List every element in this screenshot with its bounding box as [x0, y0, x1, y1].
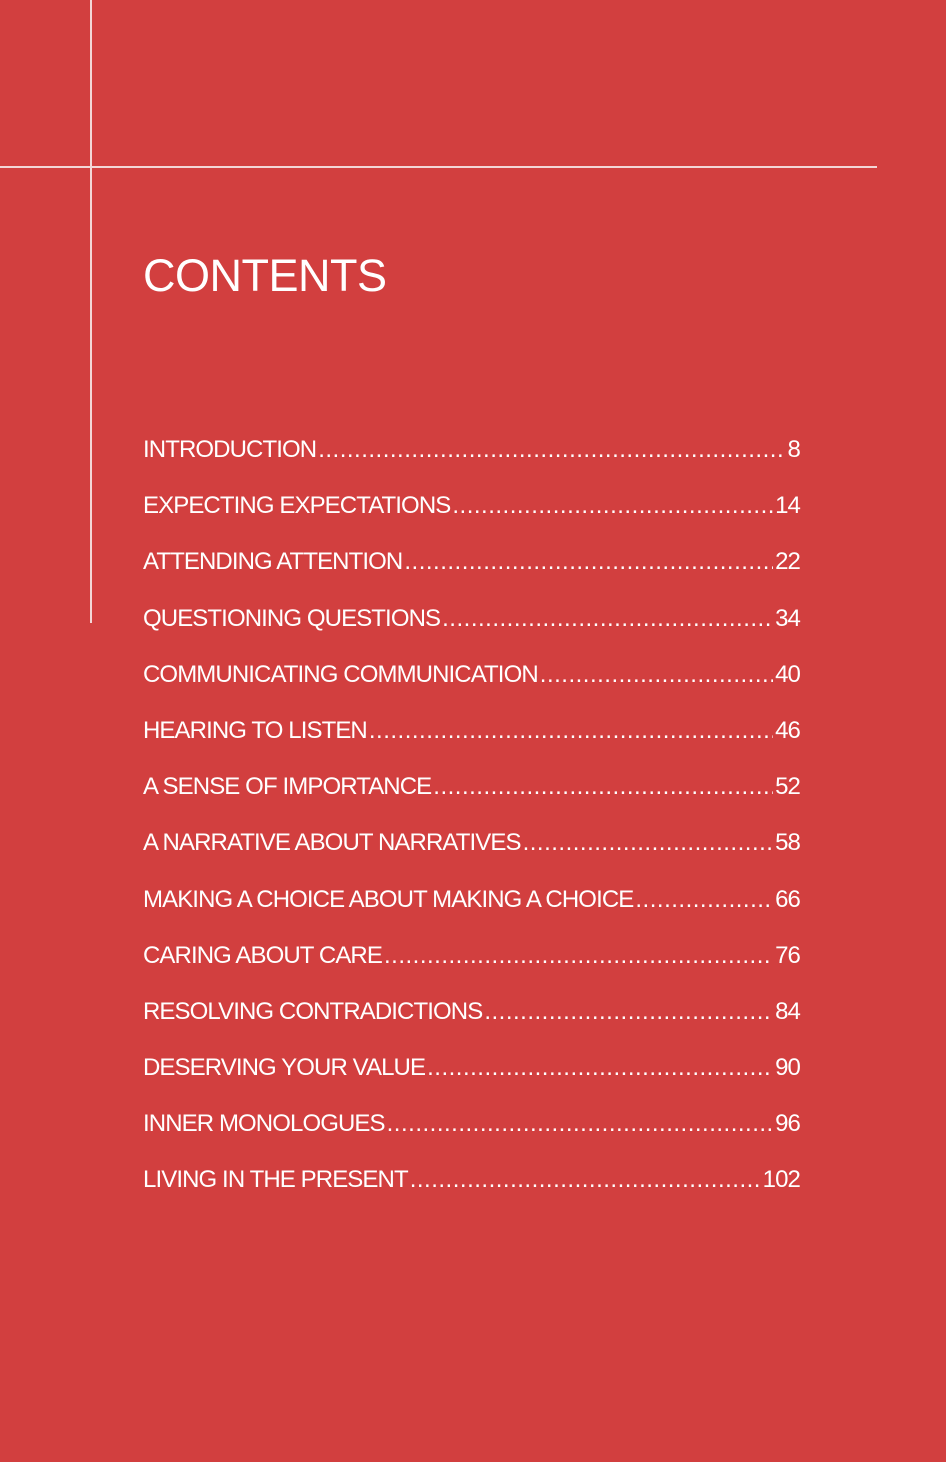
toc-entry-label: LIVING IN THE PRESENT — [143, 1166, 408, 1194]
dot-leader — [635, 882, 773, 918]
dot-leader — [523, 825, 774, 861]
toc-entry-page-number: 102 — [762, 1166, 800, 1194]
toc-entry-label: CARING ABOUT CARE — [143, 941, 382, 969]
toc-entry-inner-monologues[interactable] — [143, 1106, 800, 1162]
toc-entry-label: INTRODUCTION — [143, 436, 317, 463]
toc-entry-expecting-expectations[interactable] — [143, 488, 800, 544]
toc-entry-page-number: 14 — [775, 492, 800, 520]
toc-entry-attending-attention[interactable] — [143, 544, 800, 600]
toc-entry-label: DESERVING YOUR VALUE — [143, 1054, 426, 1082]
toc-entry-introduction[interactable] — [143, 432, 800, 488]
toc-entry-a-narrative-about-narratives[interactable] — [143, 825, 800, 881]
dot-leader — [318, 432, 785, 468]
toc-entry-page-number: 8 — [787, 436, 800, 463]
toc-entry-page-number: 40 — [775, 660, 800, 688]
horizontal-rule — [0, 166, 877, 168]
toc-entry-deserving-your-value[interactable] — [143, 1050, 800, 1106]
dot-leader — [540, 657, 773, 693]
toc-entry-label: RESOLVING CONTRADICTIONS — [143, 997, 483, 1025]
toc-entry-page-number: 84 — [775, 997, 800, 1025]
toc-entry-questioning-questions[interactable] — [143, 601, 800, 657]
dot-leader — [452, 488, 773, 524]
toc-entry-hearing-to-listen[interactable] — [143, 713, 800, 769]
toc-entry-page-number: 34 — [775, 604, 800, 632]
toc-entry-page-number: 46 — [775, 716, 800, 744]
page-title: CONTENTS — [143, 250, 387, 301]
toc-entry-label: ATTENDING ATTENTION — [143, 548, 403, 576]
toc-entry-page-number: 52 — [775, 773, 800, 801]
toc-entry-label: QUESTIONING QUESTIONS — [143, 604, 441, 632]
table-of-contents — [143, 432, 800, 1219]
toc-entry-living-in-the-present[interactable] — [143, 1162, 800, 1218]
toc-entry-making-a-choice[interactable] — [143, 882, 800, 938]
toc-entry-page-number: 22 — [775, 548, 800, 576]
toc-entry-page-number: 96 — [775, 1110, 800, 1138]
vertical-rule — [90, 0, 92, 623]
dot-leader — [427, 1050, 773, 1086]
toc-entry-page-number: 90 — [775, 1054, 800, 1082]
dot-leader — [384, 938, 773, 974]
dot-leader — [404, 544, 773, 580]
toc-entry-communicating-communication[interactable] — [143, 657, 800, 713]
toc-entry-page-number: 76 — [775, 941, 800, 969]
toc-entry-page-number: 66 — [775, 885, 800, 913]
toc-entry-caring-about-care[interactable] — [143, 938, 800, 994]
toc-entry-label: INNER MONOLOGUES — [143, 1110, 385, 1138]
dot-leader — [410, 1162, 761, 1198]
toc-entry-label: A NARRATIVE ABOUT NARRATIVES — [143, 829, 521, 857]
dot-leader — [442, 601, 773, 637]
toc-entry-label: COMMUNICATING COMMUNICATION — [143, 660, 538, 688]
dot-leader — [484, 994, 773, 1030]
toc-entry-resolving-contradictions[interactable] — [143, 994, 800, 1050]
toc-entry-a-sense-of-importance[interactable] — [143, 769, 800, 825]
toc-entry-label: HEARING TO LISTEN — [143, 716, 367, 744]
toc-entry-page-number: 58 — [775, 829, 800, 857]
dot-leader — [387, 1106, 773, 1142]
dot-leader — [433, 769, 773, 805]
dot-leader — [369, 713, 773, 749]
toc-entry-label: A SENSE OF IMPORTANCE — [143, 773, 432, 801]
toc-entry-label: EXPECTING EXPECTATIONS — [143, 492, 451, 520]
toc-entry-label: MAKING A CHOICE ABOUT MAKING A CHOICE — [143, 885, 634, 913]
